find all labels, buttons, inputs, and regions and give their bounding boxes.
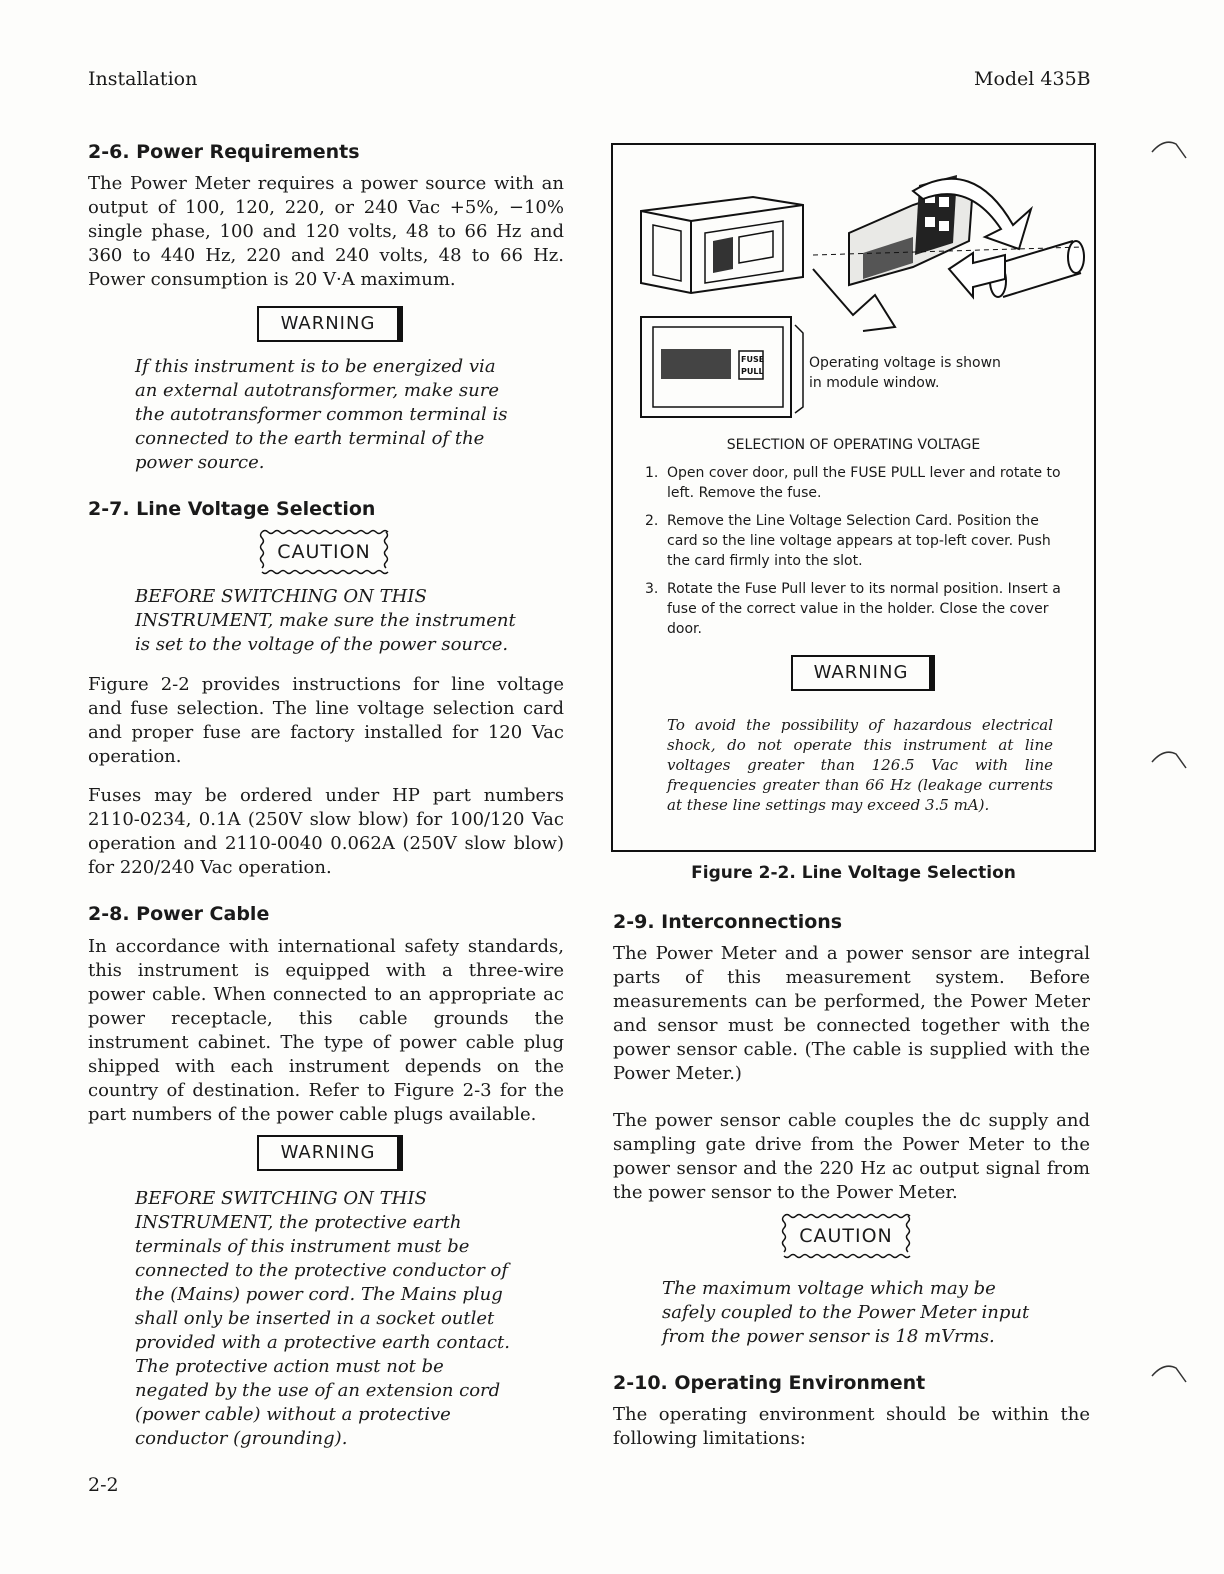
binder-mark-icon	[1150, 138, 1190, 168]
power-requirements-paragraph: The Power Meter requires a power source with an output of 100, 120, 220, or 240 Vac +5%, −10% single phase, 100 and 120 volts, 48 to 66 Hz and 360 to 440 Hz, 220 and 240 volts, 48 to 66 Hz. Power consumption is 20 V·A maximum.	[88, 173, 564, 290]
step-text: Remove the Line Voltage Selection Card. Position the card so the line voltage appears at top-left cover. Push the card firmly into the slot.	[667, 513, 1051, 569]
binder-mark-icon	[1150, 748, 1190, 778]
figure-step-3	[645, 579, 1075, 639]
interconnections-paragraph-2: The power sensor cable couples the dc supply and sampling gate drive from the Power Meter to the power sensor and the 220 Hz ac output signal from the power sensor to the Power Meter.	[613, 1110, 1090, 1203]
step-number: 2.	[645, 513, 659, 529]
section-heading-2-10: 2-10. Operating Environment	[613, 1372, 926, 1394]
line-voltage-paragraph-1: Figure 2-2 provides instructions for line voltage and fuse selection. The line voltage selection card and proper fuse are factory installed for 120 Vac operation.	[88, 674, 564, 767]
warning-text-2-6: If this instrument is to be energized via an external autotransformer, make sure the autotransformer common terminal is connected to the earth terminal of the power source.	[135, 356, 508, 473]
interconnections-paragraph-1: The Power Meter and a power sensor are integral parts of this measurement system. Before measurements can be performed, the Power Meter and sensor must be connected together with the power sensor cable. (The cable is supplied with the Power Meter.)	[613, 943, 1090, 1084]
figure-step-2	[645, 511, 1075, 571]
section-heading-2-6: 2-6. Power Requirements	[88, 141, 360, 163]
line-voltage-paragraph-2: Fuses may be ordered under HP part numbers 2110-0234, 0.1A (250V slow blow) for 100/120 Vac operation and 2110-0040 0.062A (250V slow blow) for 220/240 Vac operation.	[88, 785, 564, 878]
caution-text-label: CAUTION	[277, 541, 371, 563]
figure-caption: Figure 2-2. Line Voltage Selection	[691, 863, 1016, 883]
running-header-right: Model 435B	[974, 68, 1091, 90]
power-cable-paragraph: In accordance with international safety standards, this instrument is equipped with a three-wire power cable. When connected to an appropriate ac power receptacle, this cable grounds the instrument cabinet. The type of power cable plug shipped with each instrument depends on the country of destination. Refer to Figure 2-3 for the part numbers of the power cable plugs available.	[88, 936, 564, 1125]
caution-text-label: CAUTION	[799, 1225, 893, 1247]
warning-label-2-6: WARNING	[257, 306, 403, 342]
running-header-left: Installation	[88, 68, 198, 90]
figure-2-2-frame	[611, 143, 1096, 852]
inset-note-line-2: in module window.	[809, 375, 940, 391]
figure-warning-label: WARNING	[791, 655, 935, 691]
binder-mark-icon	[1150, 1362, 1190, 1392]
warning-label-2-8: WARNING	[257, 1135, 403, 1171]
caution-label-2-7	[258, 528, 390, 576]
fuse-label-1: FUSE	[741, 355, 765, 364]
figure-step-1	[645, 463, 1075, 503]
caution-text-2-7: BEFORE SWITCHING ON THIS INSTRUMENT, make sure the instrument is set to the voltage of the power source.	[135, 586, 516, 655]
figure-title: SELECTION OF OPERATING VOLTAGE	[726, 437, 981, 453]
step-text: Open cover door, pull the FUSE PULL lever and rotate to left. Remove the fuse.	[667, 465, 1061, 501]
operating-environment-paragraph: The operating environment should be within the following limitations:	[613, 1404, 1090, 1449]
caution-text-2-9: The maximum voltage which may be safely coupled to the Power Meter input from the power sensor is 18 mVrms.	[662, 1278, 1030, 1347]
warning-text-2-8: BEFORE SWITCHING ON THIS INSTRUMENT, the protective earth terminals of this instrument must be connected to the protective conductor of the (Mains) power cord. The Mains plug shall only be inserted in a socket outlet provided with a protective earth contact. The protective action must not be negated by the use of an extension cord (power cable) without a protective conductor (grounding).	[135, 1188, 510, 1449]
step-number: 3.	[645, 581, 659, 597]
fuse-label-2: PULL	[741, 367, 764, 376]
figure-warning-text: To avoid the possibility of hazardous electrical shock, do not operate this instrument at line voltages greater than 126.5 Vac with line frequencies greater than 66 Hz (leakage currents at these line settings may exceed 3.5 mA).	[667, 716, 1053, 814]
page-number: 2-2	[88, 1474, 119, 1496]
section-heading-2-7: 2-7. Line Voltage Selection	[88, 498, 376, 520]
step-text: Rotate the Fuse Pull lever to its normal position. Insert a fuse of the correct value in the holder. Close the cover door.	[667, 581, 1061, 637]
caution-label-2-9	[780, 1212, 912, 1260]
section-heading-2-9: 2-9. Interconnections	[613, 911, 843, 933]
section-heading-2-8: 2-8. Power Cable	[88, 903, 270, 925]
inset-note-line-1: Operating voltage is shown	[809, 355, 1001, 371]
step-number: 1.	[645, 465, 659, 481]
